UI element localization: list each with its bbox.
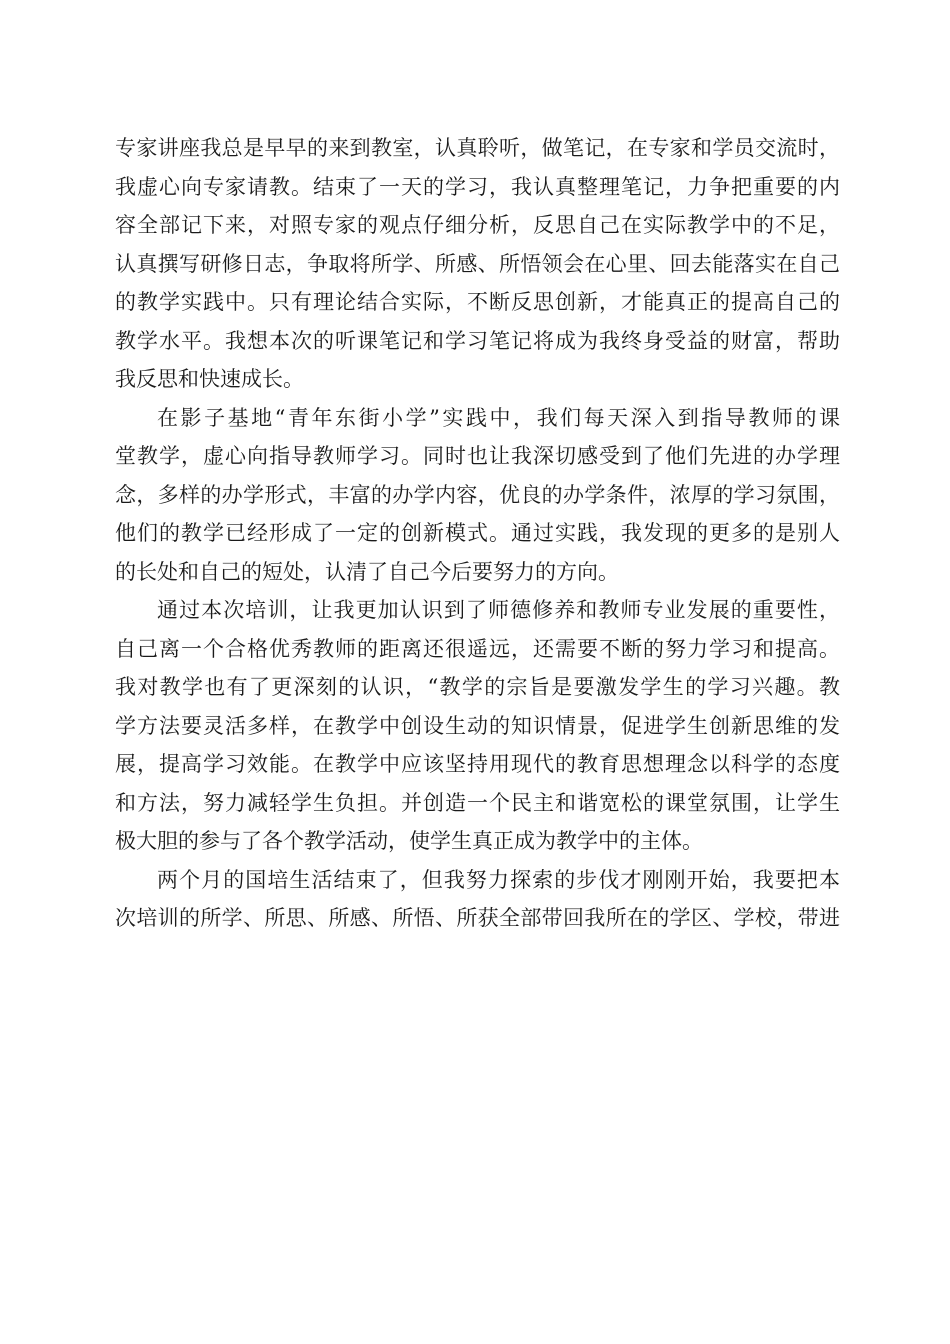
- text-line: 极大胆的参与了各个教学活动，使学生真正成为教学中的主体。: [115, 829, 703, 853]
- text-line: 念，多样的办学形式，丰富的办学内容，优良的办学条件，浓厚的学习氛围，: [115, 482, 840, 507]
- document-body: [115, 129, 840, 938]
- text-line: 我对教学也有了更深刻的认识，“教学的宗旨是要激发学生的学习兴趣。教: [115, 675, 840, 699]
- text-line: 自己离一个合格优秀教师的距离还很遥远，还需要不断的努力学习和提高。: [115, 636, 840, 661]
- text-line: 和方法，努力减轻学生负担。并创造一个民主和谐宽松的课堂氛围，让学生: [115, 790, 840, 815]
- text-line: 展，提高学习效能。在教学中应该坚持用现代的教育思想理念以科学的态度: [115, 752, 840, 776]
- text-line: 专家讲座我总是早早的来到教室，认真聆听，做笔记，在专家和学员交流时，: [115, 136, 840, 160]
- text-line: 学方法要灵活多样，在教学中创设生动的知识情景，促进学生创新思维的发: [115, 713, 840, 738]
- text-line: 我反思和快速成长。: [115, 367, 304, 391]
- text-line: 两个月的国培生活结束了，但我努力探索的步伐才刚刚开始，我要把本: [157, 867, 840, 892]
- text-line: 认真撰写研修日志，争取将所学、所感、所悟领会在心里、回去能落实在自己: [115, 251, 840, 276]
- text-line: 次培训的所学、所思、所感、所悟、所获全部带回我所在的学区、学校，带进: [115, 906, 840, 930]
- text-line: 在影子基地“青年东街小学”实践中，我们每天深入到指导教师的课: [157, 405, 840, 430]
- text-line: 我虚心向专家请教。结束了一天的学习，我认真整理笔记，力争把重要的内: [115, 174, 840, 199]
- text-line: 的教学实践中。只有理论结合实际，不断反思创新，才能真正的提高自己的: [115, 290, 840, 314]
- text-line: 通过本次培训，让我更加认识到了师德修养和教师专业发展的重要性，: [157, 598, 840, 622]
- paragraph: [115, 591, 840, 861]
- text-line: 他们的教学已经形成了一定的创新模式。通过实践，我发现的更多的是别人: [115, 521, 840, 545]
- text-line: 容全部记下来，对照专家的观点仔细分析，反思自己在实际教学中的不足，: [115, 213, 840, 237]
- text-line: 教学水平。我想本次的听课笔记和学习笔记将成为我终身受益的财富，帮助: [115, 328, 840, 353]
- paragraph: [115, 861, 840, 938]
- text-line: 的长处和自己的短处，认清了自己今后要努力的方向。: [115, 559, 619, 584]
- paragraph: [115, 129, 840, 399]
- text-line: 堂教学，虚心向指导教师学习。同时也让我深切感受到了他们先进的办学理: [115, 444, 840, 468]
- paragraph: [115, 399, 840, 592]
